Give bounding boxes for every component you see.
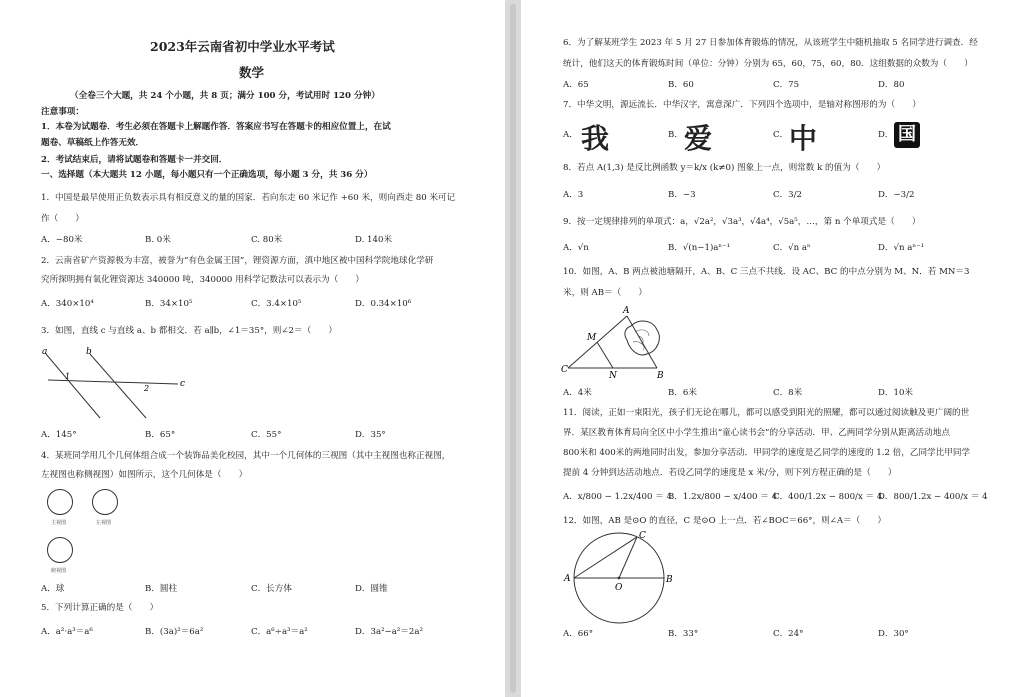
q6-option-b: B．60	[668, 80, 694, 90]
label-M: M	[587, 333, 597, 343]
question-5: 5．下列计算正确的是（ ）	[41, 603, 159, 613]
q10-option-d: D．10米	[878, 388, 914, 398]
q5-option-d: D．3a²−a²＝2a²	[355, 627, 423, 637]
q7-option-b-letter: B．	[668, 130, 683, 140]
label-C: C	[639, 531, 646, 541]
front-view-caption: 主视图	[51, 520, 67, 526]
line-b	[90, 354, 146, 418]
page-left	[0, 0, 505, 697]
label-N: N	[609, 371, 617, 378]
exam-title: 2023年云南省初中学业水平考试	[150, 39, 335, 54]
q1-option-c: C. 80米	[251, 235, 283, 245]
label-B: B	[666, 575, 673, 585]
question-7: 7．中华文明，源远流长．中华汉字，寓意深广．下列四个选项中，是轴对称图形的为（ ）	[563, 100, 921, 110]
notice-1: 1．本卷为试题卷．考生必须在答题卡上解题作答．答案应书写在答题卡的相应位置上，在试	[41, 122, 391, 132]
q10-option-a: A．4米	[563, 388, 592, 398]
q8-option-d: D．−3/2	[878, 190, 915, 200]
left-view-caption: 左视图	[96, 520, 112, 526]
top-view-circle	[47, 537, 73, 563]
q9-option-c: C．√n aⁿ	[773, 243, 811, 253]
q6-option-d: D．80	[878, 80, 905, 90]
question-9: 9．按一定规律排列的单项式：a，√2a²，√3a³，√4a⁴，√5a⁵，…，第 n 个单项式是（ ）	[563, 217, 921, 227]
q2-option-b: B．34×10⁵	[145, 299, 193, 309]
q9-option-a: A．√n	[563, 243, 589, 253]
q11-option-a: A．x/800 − 1.2x/400 ＝ 4	[563, 492, 672, 502]
segment-mn	[597, 342, 613, 368]
q10-option-c: C．8米	[773, 388, 803, 398]
question-3: 3．如图，直线 c 与直线 a、b 都相交．若 a∥b，∠1＝35°，则∠2＝（ ）	[41, 326, 337, 336]
label-O: O	[615, 583, 623, 593]
q10-pond-triangle-figure	[561, 302, 681, 378]
question-12: 12．如图，AB 是⊙O 的直径，C 是⊙O 上一点．若∠BOC＝66°，则∠A＝（ ）	[563, 516, 887, 526]
question-4: 4．某班同学用几个几何体组合成一个装饰品美化校园，其中一个几何体的三视图（其中主视图也称正视图，	[41, 451, 451, 461]
q12-option-d: D．30°	[878, 629, 909, 639]
label-angle-1: 1	[65, 372, 71, 381]
q8-option-b: B．−3	[668, 190, 696, 200]
q12-option-a: A．66°	[563, 629, 594, 639]
question-11: 11．阅读，正如一束阳光，孩子们无论在哪儿，都可以感受到阳光的照耀，都可以通过阅读触及更广阔的世	[563, 408, 970, 418]
q5-option-c: C．a⁶÷a³＝a²	[251, 627, 308, 637]
q4-option-a: A．球	[41, 584, 65, 594]
center-point	[618, 577, 621, 580]
q7-option-d-letter: D．	[878, 130, 894, 140]
q7-char-zhong: 中	[789, 122, 818, 155]
question-11-cont-3: 提前 4 分钟到达活动地点．若设乙同学的速度是 x 米/分，则下列方程正确的是（ ）	[563, 468, 897, 478]
q10-option-b: B．6米	[668, 388, 697, 398]
q3-parallel-lines-figure	[38, 344, 188, 426]
q7-option-a-letter: A．	[563, 130, 578, 140]
notice-heading: 注意事项：	[41, 107, 84, 117]
q7-char-wo: 我	[581, 122, 610, 155]
label-C: C	[561, 365, 568, 375]
question-10: 10．如图，A、B 两点被池塘隔开，A、B、C 三点不共线．设 AC、BC 的中点分别为 M、N．若 MN＝3	[563, 267, 970, 277]
q5-option-b: B．(3a)²＝6a²	[145, 627, 204, 637]
q8-option-c: C．3/2	[773, 190, 802, 200]
label-A: A	[564, 574, 571, 584]
q6-option-a: A．65	[563, 80, 589, 90]
q9-option-b: B．√(n−1)aⁿ⁻¹	[668, 243, 731, 253]
question-11-cont-2: 800米和 400米的两地同时出发，参加分享活动．甲同学的速度是乙同学的速度的 1.2 倍，乙同学比甲同学	[563, 448, 971, 458]
q4-option-d: D．圆锥	[355, 584, 388, 594]
question-10-cont: 米，则 AB＝（ ）	[563, 288, 648, 298]
front-view-circle	[47, 489, 73, 515]
q7-char-ai: 爱	[684, 122, 713, 155]
page-gutter-scrollbar[interactable]	[505, 0, 521, 697]
label-B: B	[657, 371, 664, 378]
scrollbar-thumb[interactable]	[510, 4, 516, 693]
q12-option-b: B．33°	[668, 629, 699, 639]
q11-option-c: C．400/1.2x − 800/x ＝ 4	[773, 492, 883, 502]
q2-option-c: C．3.4×10⁵	[251, 299, 302, 309]
q3-option-d: D．35°	[355, 430, 386, 440]
q3-option-a: A．145°	[41, 430, 77, 440]
q5-option-a: A．a²·a³＝a⁶	[41, 627, 93, 637]
label-angle-2: 2	[144, 384, 150, 393]
question-6-cont: 统计，他们这天的体育锻炼时间（单位：分钟）分别为 65，60，75，60，80．这组数据的众数为（ ）	[563, 59, 973, 69]
q2-option-d: D．0.34×10⁶	[355, 299, 412, 309]
q1-option-d: D. 140米	[355, 235, 393, 245]
q1-option-b: B. 0米	[145, 235, 171, 245]
question-1: 1．中国是最早使用正负数表示具有相反意义的量的国家．若向东走 60 米记作 +60 米，则向西走 80 米可记	[41, 193, 456, 203]
left-view-circle	[92, 489, 118, 515]
q9-option-d: D．√n aⁿ⁻¹	[878, 243, 925, 253]
q11-option-d: D．800/1.2x − 400/x ＝ 4	[878, 492, 988, 502]
section-1-heading: 一、选择题（本大题共 12 小题，每小题只有一个正确选项，每小题 3 分，共 36 分）	[41, 170, 373, 180]
label-c: c	[180, 379, 186, 389]
question-2-cont: 究所探明拥有氧化锂资源达 340000 吨，340000 用科学记数法可以表示为（ ）	[41, 275, 365, 285]
exam-info: （全卷三个大题，共 24 个小题，共 8 页；满分 100 分，考试用时 120 分钟）	[70, 91, 380, 101]
q8-option-a: A．3	[563, 190, 584, 200]
q3-option-c: C．55°	[251, 430, 282, 440]
line-a	[46, 354, 100, 418]
question-4-cont: 左视图也称侧视图）如图所示，这个几何体是（ ）	[41, 470, 248, 480]
label-b: b	[86, 347, 92, 357]
exam-subject: 数学	[239, 65, 265, 80]
notice-2: 2．考试结束后，请将试题卷和答题卡一并交回．	[41, 155, 228, 165]
question-6: 6．为了解某班学生 2023 年 5 月 27 日参加体育锻炼的情况，从该班学生中随机抽取 5 名同学进行调查．经	[563, 38, 978, 48]
q2-option-a: A．340×10⁴	[41, 299, 94, 309]
question-8: 8．若点 A(1,3) 是反比例函数 y＝k/x (k≠0) 图象上一点，则常数 k 的值为（ ）	[563, 163, 886, 173]
q4-option-b: B．圆柱	[145, 584, 178, 594]
notice-1-cont: 题卷、草稿纸上作答无效．	[41, 138, 145, 148]
top-view-caption: 俯视图	[51, 568, 67, 574]
q1-option-a: A．−80米	[41, 235, 83, 245]
page-right	[521, 0, 1024, 697]
q4-option-c: C．长方体	[251, 584, 292, 594]
label-A: A	[623, 306, 630, 316]
q12-circle-figure	[561, 530, 676, 626]
q3-option-b: B．65°	[145, 430, 176, 440]
question-11-cont-1: 界．某区教育体育局向全区中小学生推出“童心读书会”的分享活动．甲、乙两同学分别从距离活动地点	[563, 428, 950, 438]
q6-option-c: C．75	[773, 80, 800, 90]
q12-option-c: C．24°	[773, 629, 804, 639]
q7-option-c-letter: C．	[773, 130, 789, 140]
q11-option-b: B．1.2x/800 − x/400 ＝ 4	[668, 492, 778, 502]
q7-char-guo: 国	[894, 122, 920, 148]
question-1-cont: 作（ ）	[41, 214, 84, 224]
question-2: 2．云南省矿产资源极为丰富，被誉为“有色金属王国”，锂资源方面，滇中地区被中国科学院地球化学研	[41, 256, 434, 266]
label-a: a	[42, 347, 48, 357]
